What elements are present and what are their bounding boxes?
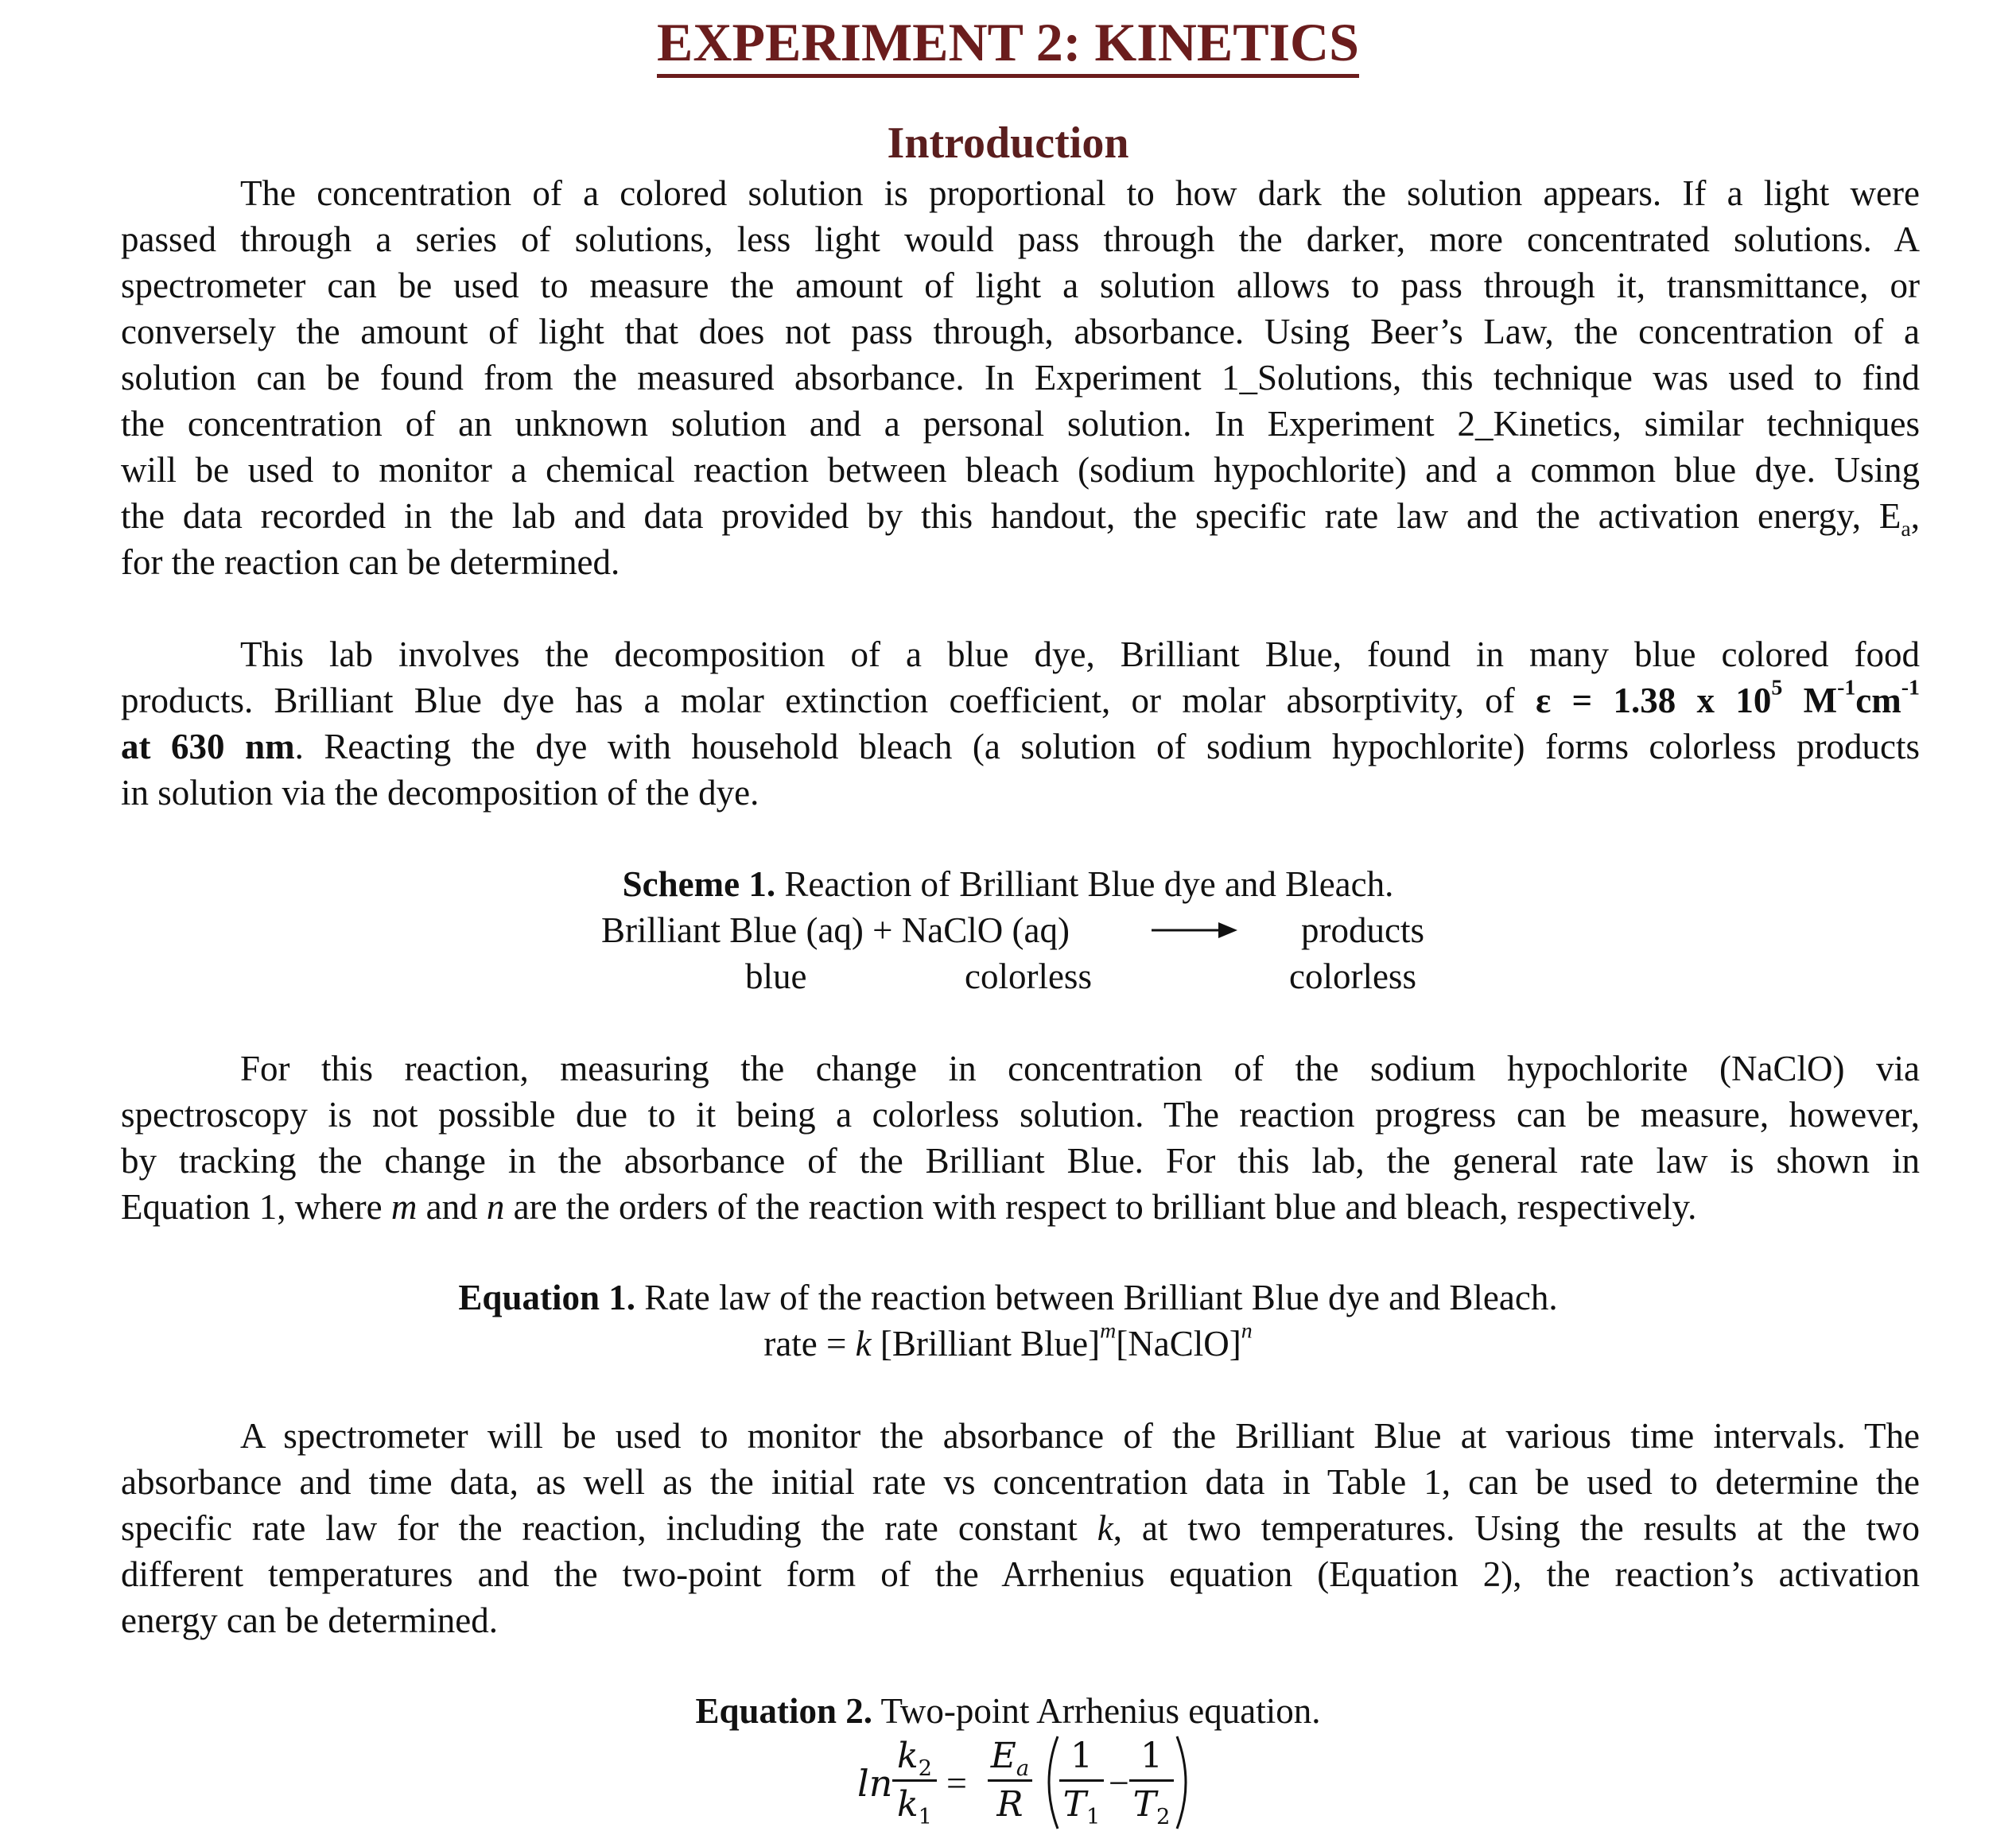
equation-1-expression: rate = k [Brilliant Blue]$^m$[NaClO]$^n$ xyxy=(763,1318,1253,1364)
text-line: solution can be found from the measured absorbance. In Experiment 1_Solutions, this technique was used to find xyxy=(121,358,1920,398)
text-line: conversely the amount of light that does not pass through, absorbance. Using Beer’s Law, the concentration of a xyxy=(121,312,1920,351)
text-line: Equation 1, where m and n are the orders of the reaction with respect to brilliant blue and bleach, respectively. xyxy=(121,1187,1697,1227)
text-line: different temperatures and the two-point form of the Arrhenius equation (Equation 2), the reaction’s activation xyxy=(121,1554,1920,1594)
fraction-ea-over-r: $E_a$ R xyxy=(988,1735,1032,1826)
text-line: absorbance and time data, as well as the initial rate vs concentration data in Table 1, can be used to determine the xyxy=(121,1462,1920,1502)
text-line: for the reaction can be determined. xyxy=(121,542,620,582)
text-line: products. Brilliant Blue dye has a molar extinction coefficient, or molar absorptivity, of ε = 1.38 x $10^5$ $M^{-1}cm^{-1}$ xyxy=(121,675,1920,720)
scheme-caption: Scheme 1. Reaction of Brilliant Blue dye and Bleach. xyxy=(622,864,1394,904)
text-line: For this reaction, measuring the change in concentration of the sodium hypochlorite (NaClO) via xyxy=(240,1049,1920,1088)
equation-1-caption: Equation 1. Rate law of the reaction between Brilliant Blue dye and Bleach. xyxy=(458,1278,1558,1317)
right-paren-icon xyxy=(1172,1733,1196,1832)
fraction-k2-over-k1: $k_2$ $k_1$ xyxy=(892,1735,937,1826)
scheme-reactants: Brilliant Blue (aq) + NaClO (aq) xyxy=(601,910,1070,950)
equals-sign: = xyxy=(946,1763,967,1803)
text-line: will be used to monitor a chemical reaction between bleach (sodium hypochlorite) and a common blue dye. Using xyxy=(121,450,1920,490)
text-line: the concentration of an unknown solution and a personal solution. In Experiment 2_Kinetics, similar techniques xyxy=(121,404,1920,444)
text-line: passed through a series of solutions, less light would pass through the darker, more concentrated solutions. A xyxy=(121,219,1920,259)
fraction-one-over-t2: 1 $T_2$ xyxy=(1129,1735,1174,1826)
experiment-title: EXPERIMENT 2: KINETICS xyxy=(0,6,2016,78)
scheme-products: products xyxy=(1301,910,1424,950)
text-line: spectroscopy is not possible due to it being a colorless solution. The reaction progress can be measure, however, xyxy=(121,1095,1920,1135)
minus-sign: − xyxy=(1109,1763,1129,1803)
text-line: at 630 nm. Reacting the dye with household bleach (a solution of sodium hypochlorite) forms colorless products xyxy=(121,727,1920,766)
text-line: in solution via the decomposition of the dye. xyxy=(121,773,759,813)
scheme-label-colorless-product: colorless xyxy=(1289,956,1416,996)
text-line: A spectrometer will be used to monitor the absorbance of the Brilliant Blue at various time intervals. The xyxy=(240,1416,1920,1456)
text-line: the data recorded in the lab and data provided by this handout, the specific rate law and the activation energy, $E_a$, xyxy=(121,496,1920,541)
scheme-label-blue: blue xyxy=(745,956,807,996)
text-line: This lab involves the decomposition of a blue dye, Brilliant Blue, found in many blue colored food xyxy=(240,634,1920,674)
text-line: specific rate law for the reaction, including the rate constant k, at two temperatures. Using the results at the two xyxy=(121,1508,1920,1548)
text-line: by tracking the change in the absorbance of the Brilliant Blue. For this lab, the general rate law is shown in xyxy=(121,1141,1920,1181)
scheme-label-colorless-reactant: colorless xyxy=(965,956,1092,996)
text-line: spectrometer can be used to measure the amount of light a solution allows to pass through it, transmittance, or xyxy=(121,266,1920,305)
text-line: The concentration of a colored solution is proportional to how dark the solution appears. If a light were xyxy=(240,173,1920,213)
fraction-one-over-t1: 1 $T_1$ xyxy=(1059,1735,1104,1826)
equation-2-caption: Equation 2. Two-point Arrhenius equation. xyxy=(695,1691,1321,1731)
ln-operator: ln xyxy=(857,1762,893,1805)
text-line: energy can be determined. xyxy=(121,1600,498,1640)
section-heading-introduction: Introduction xyxy=(887,118,1129,168)
